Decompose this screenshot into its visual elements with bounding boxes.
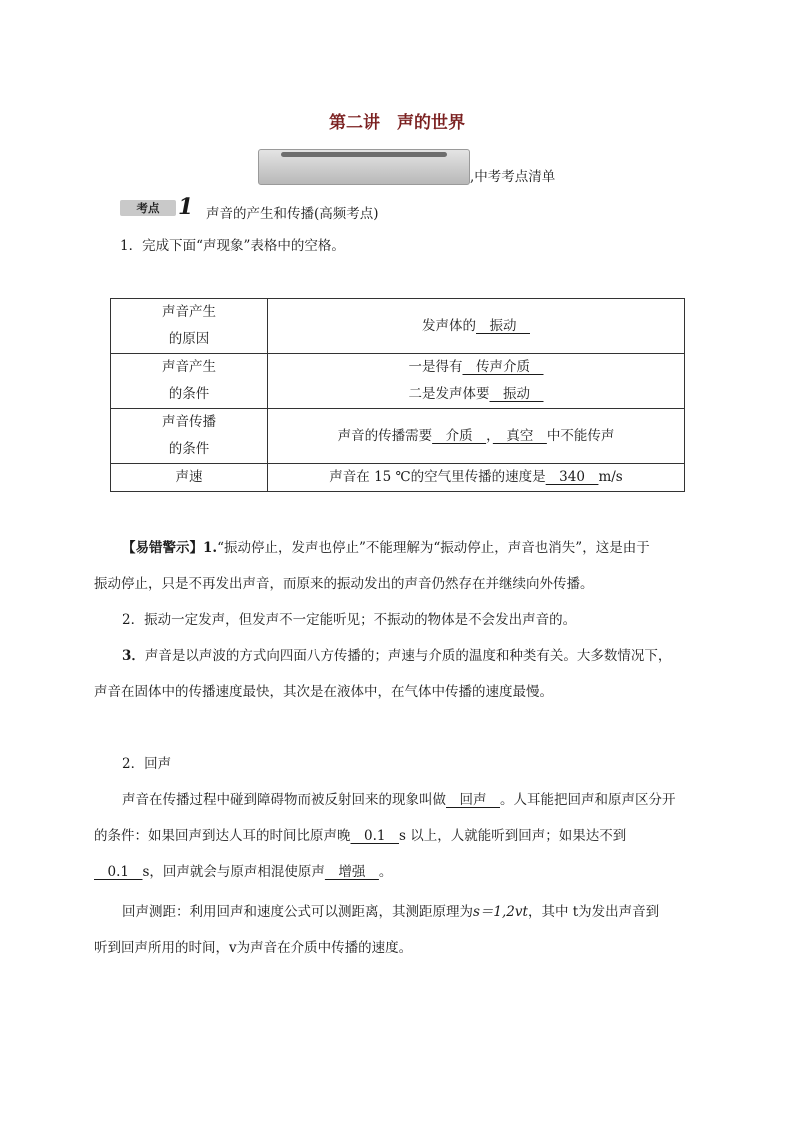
- answer-blank: 0.1: [350, 828, 399, 844]
- row-header-line: 的条件: [168, 441, 210, 457]
- warning-paragraph-1-cont: 振动停止，只是不再发出声音，而原来的振动发出的声音仍然存在并继续向外传播。: [94, 576, 594, 592]
- answer-blank: 340: [545, 469, 599, 485]
- row-cell: [268, 299, 685, 354]
- row-cell: [268, 464, 685, 492]
- echo-line-2: [94, 818, 700, 854]
- table-row: [111, 299, 685, 354]
- row-cell: [268, 409, 685, 464]
- echo-text: 。人耳能把回声和原声区分开: [500, 792, 676, 808]
- page-title: 第二讲 声的世界: [329, 113, 465, 133]
- cell-text: 一是得有: [408, 359, 463, 375]
- kaodian-title: 声音的产生和传播(高频考点): [206, 206, 379, 222]
- table-row: [111, 354, 685, 409]
- warning-text: 声音是以声波的方式向四面八方传播的；声速与介质的温度和种类有关。大多数情况下，: [144, 648, 672, 664]
- warning-paragraph-2: 2．振动一定发声，但发声不一定能听见；不振动的物体是不会发出声音的。: [122, 612, 577, 628]
- warning-label: 【易错警示】1.: [122, 540, 218, 556]
- echo-line-1: [94, 782, 700, 818]
- row-header: [111, 354, 268, 409]
- row-header-line: 的条件: [168, 386, 210, 402]
- row-header: [111, 409, 268, 464]
- kaodian-badge: 考点: [120, 200, 176, 216]
- formula: s＝1,2vt: [473, 904, 528, 920]
- cell-text: 发声体的: [422, 317, 476, 334]
- answer-blank: 振动: [489, 386, 544, 402]
- warning-paragraph-3-cont: 声音在固体中的传播速度最快，其次是在液体中，在气体中传播的速度最慢。: [94, 684, 553, 700]
- answer-blank: 真空: [492, 427, 547, 444]
- echo-line-5: 听到回声所用的时间，v为声音在介质中传播的速度。: [94, 940, 413, 956]
- answer-blank: 介质: [432, 427, 487, 444]
- row-header: 声速: [111, 464, 268, 492]
- warning-paragraph-1: [94, 530, 700, 566]
- sound-phenomena-table: [110, 298, 685, 492]
- warning-text: “振动停止，发声也停止”不能理解为“振动停止，声音也消失”，这是由于: [217, 540, 650, 556]
- echo-text: 声音在传播过程中碰到障碍物而被反射回来的现象叫做: [122, 792, 446, 808]
- echo-text: s，回声就会与原声相混使原声: [142, 864, 325, 880]
- row-header-line: 声音传播: [162, 414, 216, 430]
- row-header-line: 声音产生: [162, 304, 216, 320]
- banner-graphic: [258, 149, 470, 185]
- echo-heading: 2．回声: [122, 756, 172, 772]
- banner-label: ,中考考点清单: [470, 169, 556, 185]
- echo-line-4: [94, 894, 700, 930]
- table-row: [111, 409, 685, 464]
- table-row: [111, 464, 685, 492]
- row-header-line: 声音产生: [162, 359, 216, 375]
- echo-text: 回声测距：利用回声和速度公式可以测距离，其测距原理为: [122, 904, 473, 920]
- answer-blank: 增强: [324, 864, 379, 880]
- row-cell: [268, 354, 685, 409]
- echo-line-3: [94, 854, 700, 890]
- answer-blank: 振动: [476, 317, 530, 334]
- answer-blank: 0.1: [94, 864, 143, 880]
- cell-text: 声音的传播需要: [337, 427, 433, 444]
- kaodian-number: 1: [178, 194, 194, 220]
- echo-text: ，其中 t为发出声音到: [527, 904, 660, 920]
- row-header: [111, 299, 268, 354]
- row-header-line: 的原因: [168, 331, 210, 347]
- answer-blank: 传声介质: [462, 359, 544, 375]
- warning-paragraph-3: [94, 638, 700, 674]
- cell-text: 二是发声体要: [408, 386, 490, 402]
- cell-text: m/s: [598, 469, 623, 485]
- cell-text: ，: [486, 427, 493, 444]
- cell-text: 中不能传声: [546, 427, 615, 444]
- echo-text: 。: [378, 864, 393, 880]
- echo-text: s 以上，人就能听到回声；如果达不到: [398, 828, 627, 844]
- cell-text: 声音在 15 ℃的空气里传播的速度是: [329, 469, 546, 485]
- warning-number: 3．: [122, 648, 145, 664]
- answer-blank: 回声: [446, 792, 500, 808]
- echo-text: 的条件：如果回声到达人耳的时间比原声晚: [94, 828, 351, 844]
- question-1: 1．完成下面“声现象”表格中的空格。: [120, 238, 345, 254]
- section-banner: [258, 149, 588, 185]
